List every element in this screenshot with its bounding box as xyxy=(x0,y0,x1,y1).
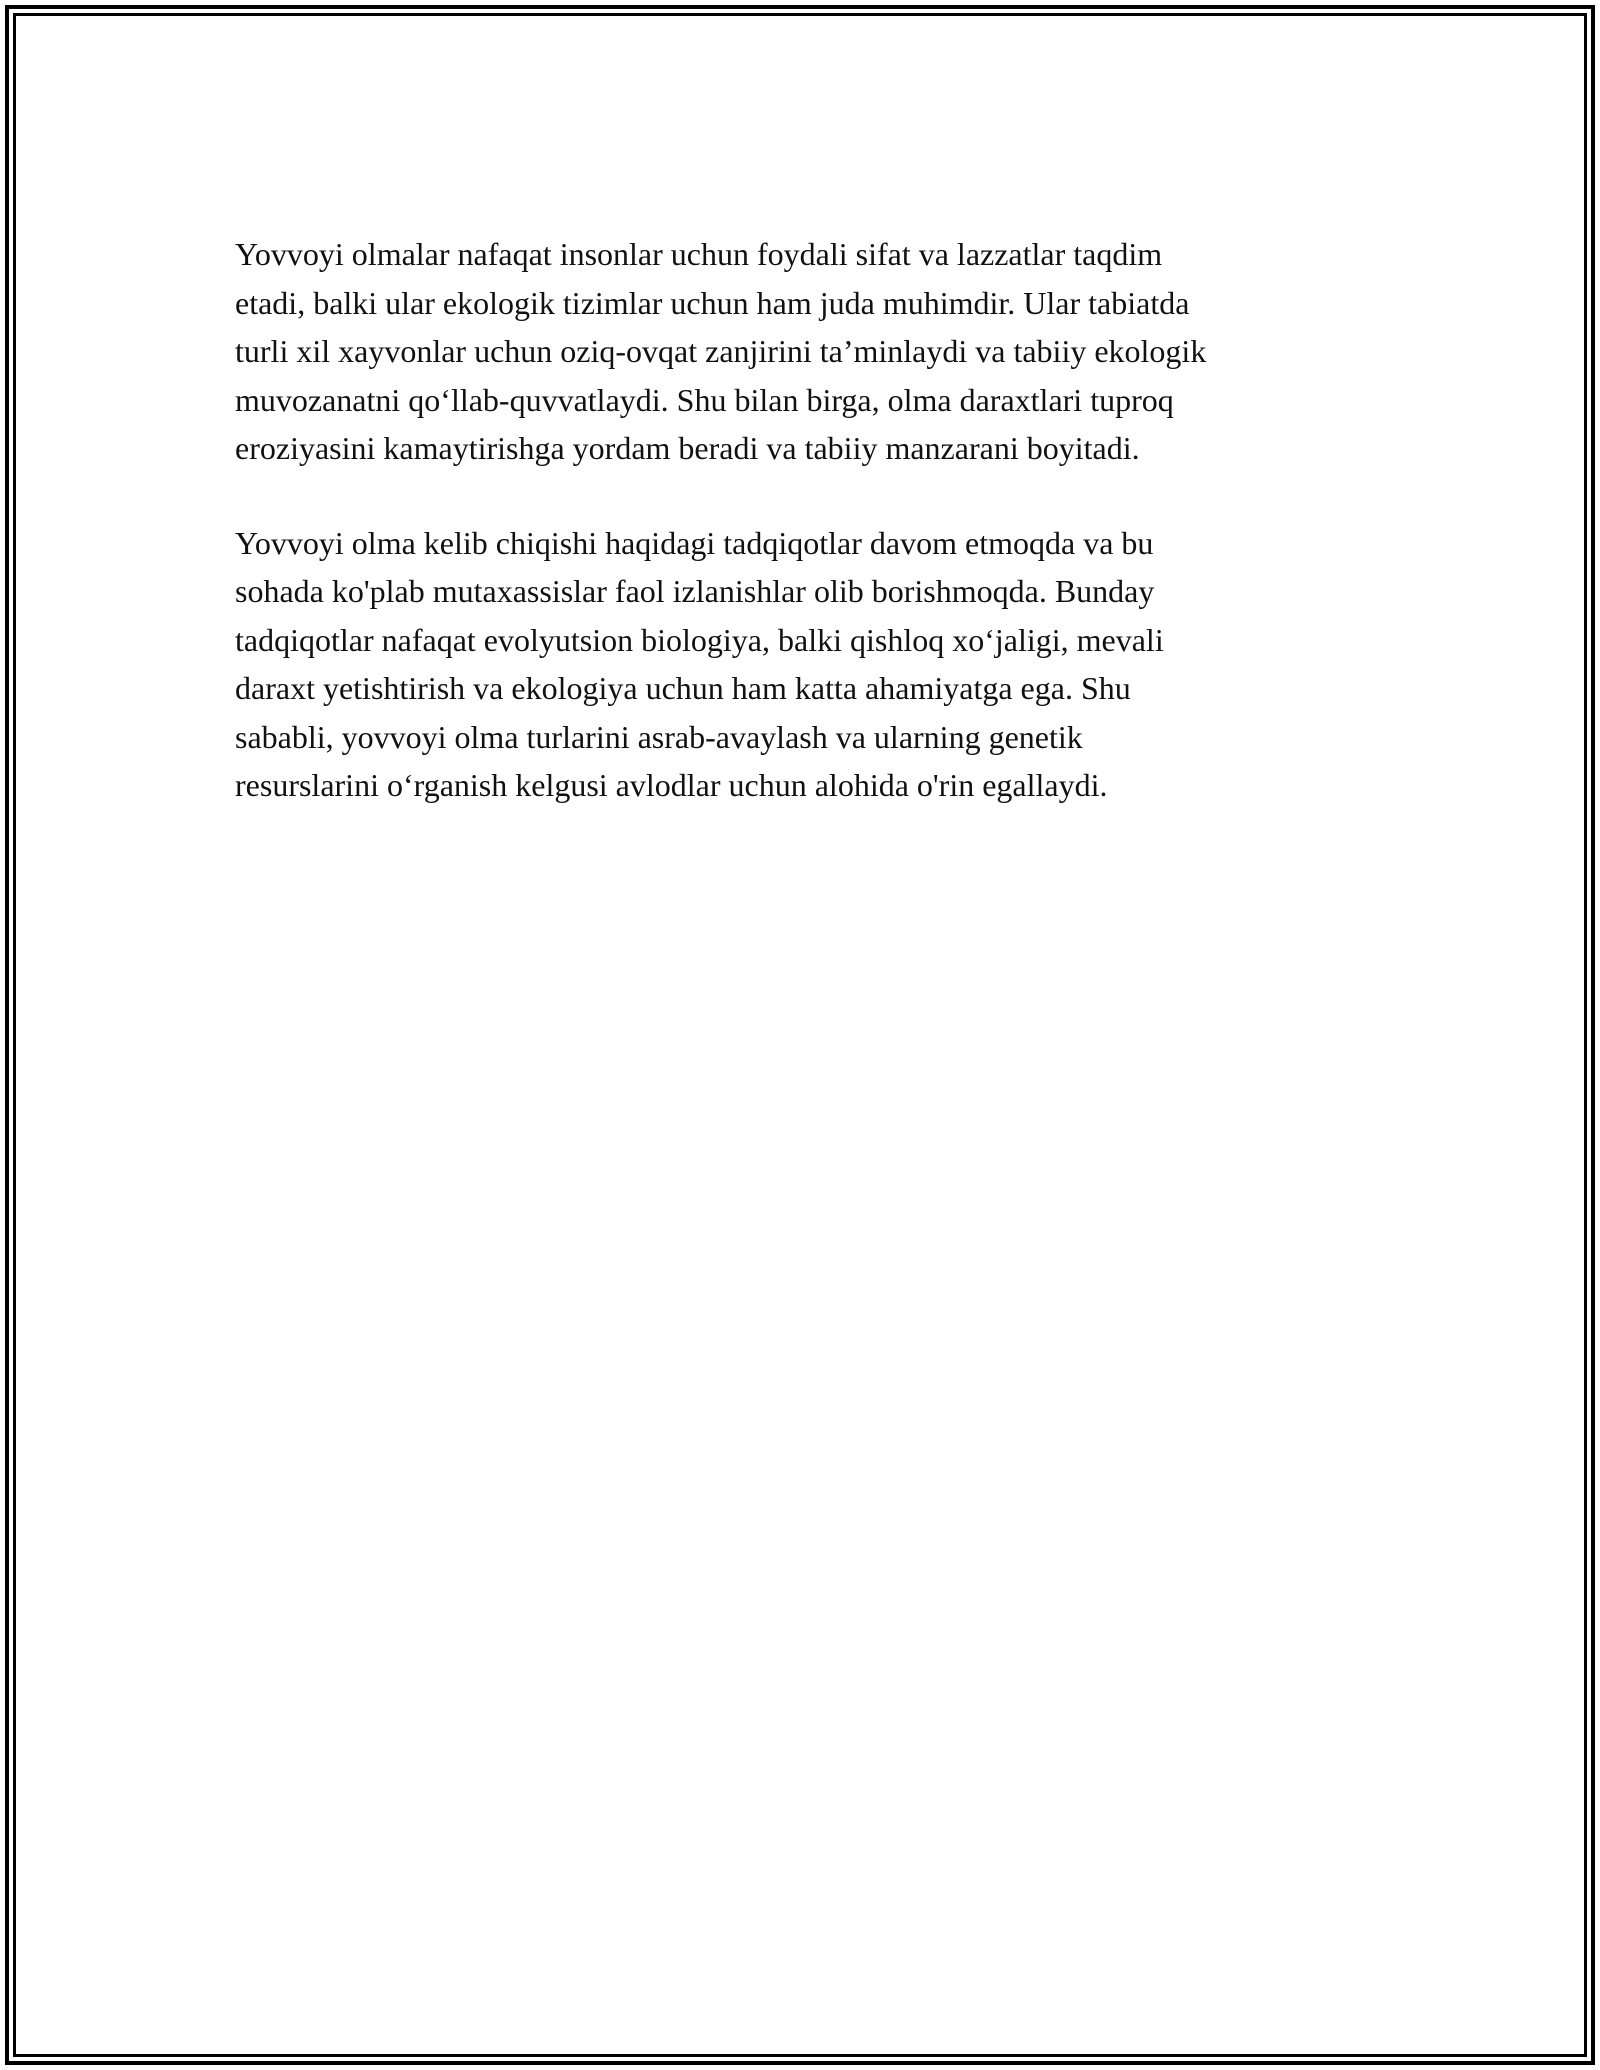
paragraph-2: Yovvoyi olma kelib chiqishi haqidagi tadqiqotlar davom etmoqda va bu sohada ko'plab mutaxassislar faol izlanishlar olib borishmoqda. Bunday tadqiqotlar nafaqat evolyutsion biologiya, balki qishloq xo‘jaligi, mevali daraxt yetishtirish va ekologiya uchun ham katta ahamiyatga ega. Shu sababli, yovvoyi olma turlarini asrab-avaylash va ularning genetik resurslarini o‘rganish kelgusi avlodlar uchun alohida o'rin egallaydi. xyxy=(235,524,1164,803)
document-body xyxy=(235,230,1365,856)
paragraph-1: Yovvoyi olmalar nafaqat insonlar uchun foydali sifat va lazzatlar taqdim etadi, balki ular ekologik tizimlar uchun ham juda muhimdir. Ular tabiatda turli xil xayvonlar uchun oziq-ovqat zanjirini ta’minlaydi va tabiiy ekologik muvozanatni qo‘llab-quvvatlaydi. Shu bilan birga, olma daraxtlari tuproq eroziyasini kamaytirishga yordam beradi va tabiiy manzarani boyitadi. xyxy=(235,236,1207,466)
